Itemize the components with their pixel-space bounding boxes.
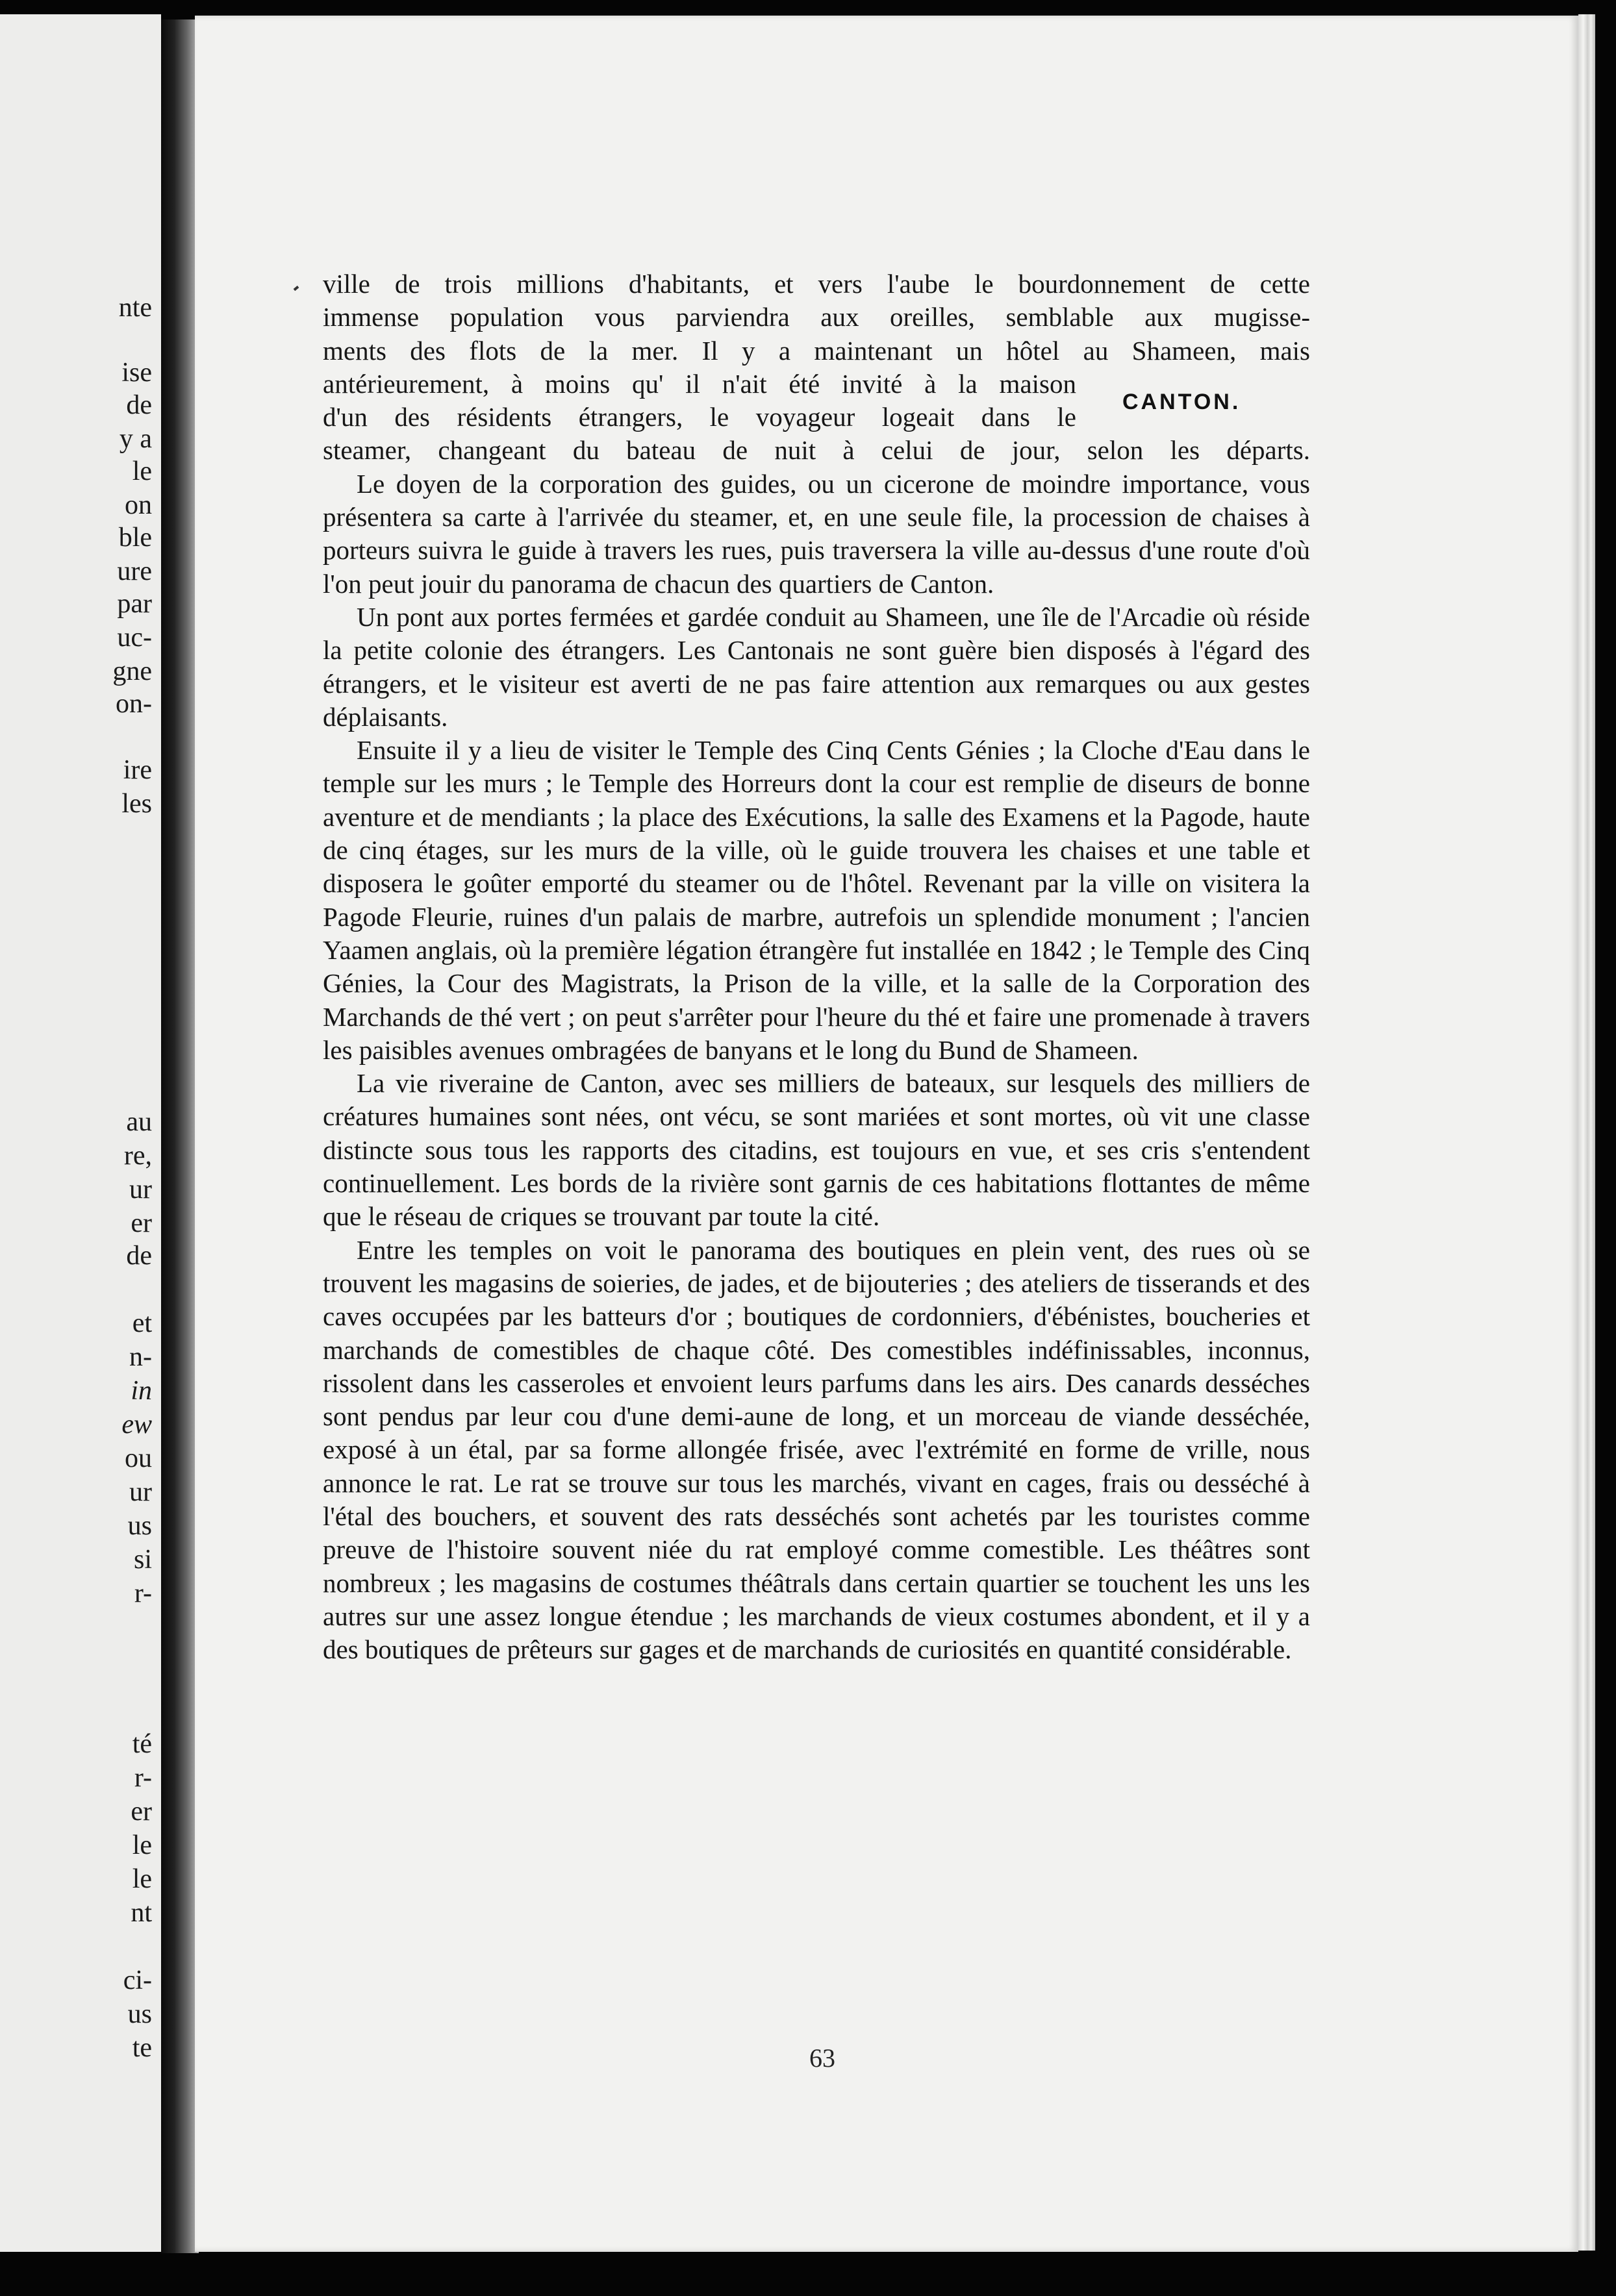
left-fragment: us: [127, 1511, 152, 1541]
left-fragment: le: [132, 1830, 152, 1860]
left-fragment: r-: [134, 1578, 152, 1608]
left-fragment: te: [132, 2033, 152, 2063]
left-fragment: le: [132, 456, 152, 486]
left-fragment: ci-: [123, 1965, 152, 1995]
left-fragment: er: [131, 1797, 152, 1827]
left-fragment: nte: [118, 293, 152, 323]
left-fragment: par: [117, 589, 152, 619]
left-fragment: té: [132, 1729, 152, 1759]
previous-page-fragment: [0, 14, 161, 2252]
left-fragment: uc-: [117, 623, 152, 653]
left-fragment: les: [121, 789, 152, 819]
running-head: CANTON.: [1122, 390, 1241, 414]
text-line: ments des flots de la mer. Il y a maintenant un hôtel au Shameen, mais: [323, 335, 1310, 366]
paragraph: Ensuite il y a lieu de visiter le Temple des Cinq Cents Génies ; la Cloche d'Eau dans le temple sur les murs ; le Temple des Horreurs dont la cour est remplie de diseurs de bonne aventure et de mendiants ; la place des Exécutions, la salle des Examens et la Pagode, haute de cinq étages, sur les murs de la ville, où le guide trouvera les chaises et une table et disposera le goûter emporté du steamer ou de l'hôtel. Revenant par la ville on visitera la Pagode Fleurie, ruines d'un palais de marbre, autrefois un splendide monument ; l'ancien Yaamen anglais, où la première légation étrangère fut installée en 1842 ; le Temple des Cinq Génies, la Cour des Magistrats, la Prison de la ville, et la salle de la Corporation des Marchands de thé vert ; on peut s'arrêter pour l'heure du thé et faire une promenade à travers les paisibles avenues ombragées de banyans et le long du Bund de Shameen.: [323, 735, 1310, 1065]
left-fragment: ble: [118, 523, 152, 553]
text-line: d'un des résidents étrangers, le voyageur logeait dans le: [323, 402, 1076, 432]
page-edge: [1578, 14, 1595, 2251]
text-line: antérieurement, à moins qu' il n'ait été invité à la maison: [323, 368, 1076, 399]
paragraph: Entre les temples on voit le panorama des boutiques en plein vent, des rues où se trouvent les magasins de soieries, de jades, et de bijouteries ; des ateliers de tisserands et des caves occupées par les batteurs d'or ; boutiques de cordonniers, d'ébénistes, boucheries et marchands de comestibles de chaque côté. Des comestibles indéfinissables, inconnus, rissolent dans les casseroles et envoient leurs parfums dans les airs. Des canards desséches sont pendus par leur cou d'une demi-aune de long, et un morceau de viande desséchée, exposé à un étal, par sa forme allongée frisée, avec l'extrémité en forme de vrille, nous annonce le rat. Le rat se trouve sur tous les marchés, vivant en cages, frais ou desséché à l'étal des bouchers, et souvent des rats desséchés sont achetés par les touristes comme preuve de l'histoire souvent niée du rat employé comme comestible. Les théâtres sont nombreux ; les magasins de costumes théâtrals dans certain quartier se touchent les uns les autres sur une assez longue étendue ; les marchands de vieux costumes abondent, et il y a des boutiques de prêteurs sur gages et de marchands de curiosités en quantité considérable.: [323, 1234, 1310, 1665]
left-fragment: y a: [119, 424, 152, 454]
left-fragment: on: [125, 490, 152, 520]
left-fragment: in: [131, 1376, 152, 1406]
left-fragment: et: [132, 1308, 152, 1338]
left-fragment: nt: [131, 1898, 152, 1928]
text-line: ville de trois millions d'habitants, et vers l'aube le bourdonnement de cette: [323, 269, 1310, 299]
body-text: [323, 268, 1310, 1666]
left-fragment: re,: [123, 1141, 152, 1171]
text-line: steamer, changeant du bateau de nuit à celui de jour, selon les départs.: [323, 435, 1310, 466]
left-fragment: ew: [121, 1410, 152, 1440]
left-fragment: ure: [117, 556, 152, 586]
paragraph: Le doyen de la corporation des guides, ou un cicerone de moindre importance, vous présentera sa carte à l'arrivée du steamer, et, en une seule file, la procession de chaises à porteurs suivra le guide à travers les rues, puis traversera la ville au-dessus d'une route d'où l'on peut jouir du panorama de chacun des quartiers de Canton.: [323, 468, 1310, 599]
book-gutter: [161, 19, 199, 2253]
left-fragment: de: [126, 390, 152, 420]
left-fragment: ou: [125, 1443, 152, 1473]
left-fragment: ise: [121, 358, 152, 388]
left-fragment: on-: [116, 689, 152, 719]
left-fragment: le: [132, 1864, 152, 1894]
left-fragment: us: [127, 1999, 152, 2029]
left-fragment: de: [126, 1241, 152, 1271]
left-fragment: gne: [112, 656, 152, 686]
left-fragment: ur: [129, 1477, 152, 1507]
paragraph: La vie riveraine de Canton, avec ses milliers de bateaux, sur lesquels des milliers de créatures humaines sont nées, ont vécu, se sont mariées et sont mortes, où vit une classe distincte sous tous les rapports des citadins, est toujours en vue, et ses cris s'entendent continuellement. Les bords de la rivière sont garnis de ces habitations flottantes de même que le réseau de criques se trouvant par toute la cité.: [323, 1068, 1310, 1232]
intro-tail: [323, 434, 1310, 467]
left-fragment: ur: [129, 1175, 152, 1204]
left-fragment: r-: [134, 1763, 152, 1793]
text-line: immense population vous parviendra aux oreilles, semblable aux mugisse-: [323, 302, 1310, 332]
left-fragment: n-: [129, 1342, 152, 1372]
intro-paragraph: [323, 268, 1310, 434]
left-fragment: si: [133, 1545, 152, 1575]
left-fragment: ire: [123, 755, 152, 785]
paragraph: Un pont aux portes fermées et gardée conduit au Shameen, une île de l'Arcadie où réside la petite colonie des étrangers. Les Cantonais ne sont guère bien disposés à l'égard des étrangers, et le visiteur est averti de ne pas faire attention aux remarques ou aux gestes déplaisants.: [323, 601, 1310, 732]
left-fragment: au: [126, 1107, 152, 1137]
page-number: 63: [809, 2043, 835, 2073]
left-fragment: er: [131, 1208, 152, 1238]
